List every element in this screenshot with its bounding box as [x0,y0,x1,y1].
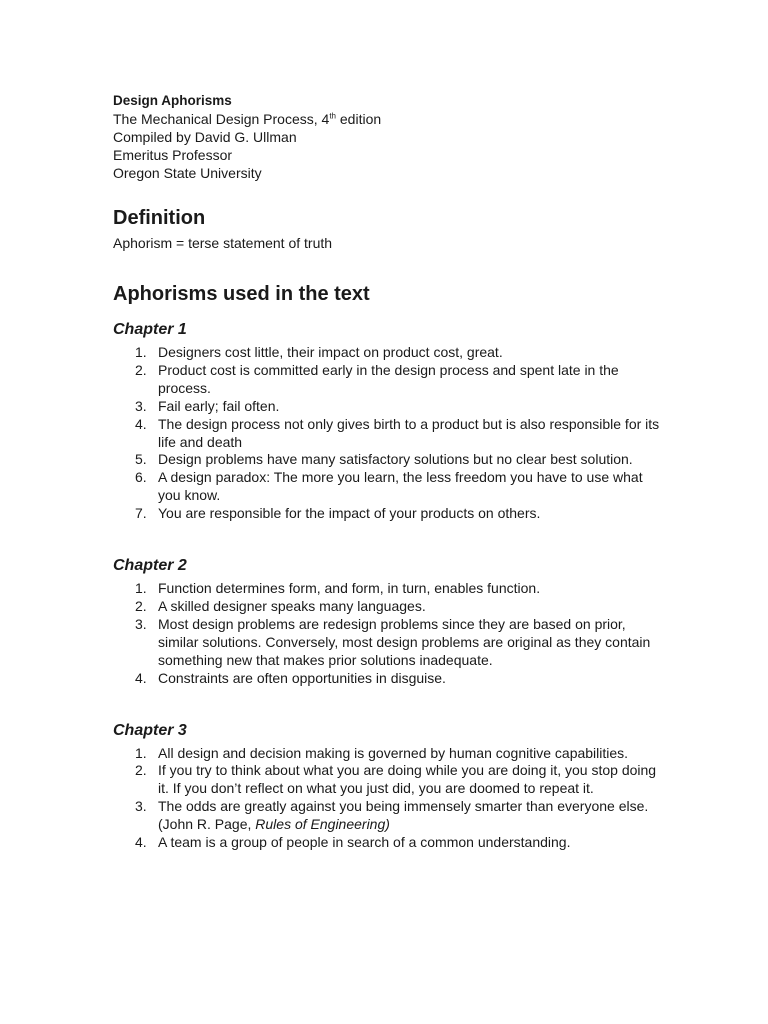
item-number: 6. [135,469,147,486]
chapter-1-section [113,320,673,523]
item-text: Designers cost little, their impact on product cost, great. [158,344,503,360]
list-item [113,745,668,763]
item-text: Most design problems are redesign problems since they are based on prior, similar solutions. Conversely, most design problems are original as they contain something new that makes prior solutions inadequate. [158,615,651,668]
item-number: 7. [135,505,147,522]
list-item [113,580,668,598]
definition-heading: Definition [113,207,206,229]
list-item [113,505,668,523]
item-number: 4. [135,669,147,686]
aphorism-list [113,344,673,523]
item-text: A design paradox: The more you learn, the less freedom you have to use what you know. [158,469,643,504]
item-number: 1. [135,580,147,597]
list-item [113,598,668,616]
aphorism-list [113,745,673,852]
chapter-heading: Chapter 2 [113,557,187,575]
list-item [113,762,668,798]
item-text: All design and decision making is governed by human cognitive capabilities. [158,744,629,761]
chapter-heading: Chapter 3 [113,721,187,739]
list-item [113,834,668,852]
list-item [113,362,668,398]
item-text: The odds are greatly against you being immensely smarter than everyone else. (John R. Page, [158,798,649,833]
item-text: Function determines form, and form, in turn, enables function. [158,580,541,597]
author-university: Oregon State University [113,165,262,181]
item-number: 1. [135,344,147,360]
list-item [113,416,668,452]
item-text: You are responsible for the impact of your products on others. [158,505,541,522]
list-item [113,670,668,688]
edition-superscript: th [329,111,336,121]
author-position: Emeritus Professor [113,147,233,163]
chapter-heading: Chapter 1 [113,321,187,338]
item-text-italic: Rules of Engineering) [255,816,390,833]
item-number: 3. [135,397,147,414]
list-item [113,398,668,416]
document-header [113,92,673,182]
item-text: If you try to think about what you are doing while you are doing it, you stop doing it. If you don’t reflect on what you just did, you are doomed to repeat it. [158,762,657,797]
document-title: Design Aphorisms [113,93,232,108]
item-number: 2. [135,597,147,614]
item-number: 3. [135,798,147,815]
compiled-by: Compiled by David G. Ullman [113,129,297,145]
definition-text: Aphorism = terse statement of truth [113,235,333,251]
item-number: 2. [135,762,147,779]
list-item [113,798,668,834]
list-item [113,469,668,505]
item-text: The design process not only gives birth to a product but is also responsible for its life and death [158,415,660,450]
book-title-text: The Mechanical Design Process, 4 [113,111,330,127]
aphorisms-heading: Aphorisms used in the text [113,283,370,305]
item-number: 2. [135,361,147,378]
item-number: 4. [135,415,147,432]
item-text: Constraints are often opportunities in disguise. [158,669,446,686]
chapter-2-section [113,556,673,687]
item-number: 1. [135,744,147,761]
book-title [113,110,673,128]
item-number: 3. [135,615,147,632]
aphorism-list [113,580,673,687]
document-page [113,92,673,852]
book-edition-text: edition [336,111,382,127]
item-text: Fail early; fail often. [158,397,280,414]
list-item [113,344,668,362]
item-text: Design problems have many satisfactory solutions but no clear best solution. [158,451,633,468]
chapter-3-section [113,721,673,852]
item-text: A team is a group of people in search of a common understanding. [158,834,571,851]
item-text: Product cost is committed early in the design process and spent late in the process. [158,361,619,396]
item-text: A skilled designer speaks many languages. [158,597,426,614]
list-item [113,451,668,469]
item-number: 4. [135,834,147,851]
list-item [113,616,668,670]
item-number: 5. [135,451,147,468]
